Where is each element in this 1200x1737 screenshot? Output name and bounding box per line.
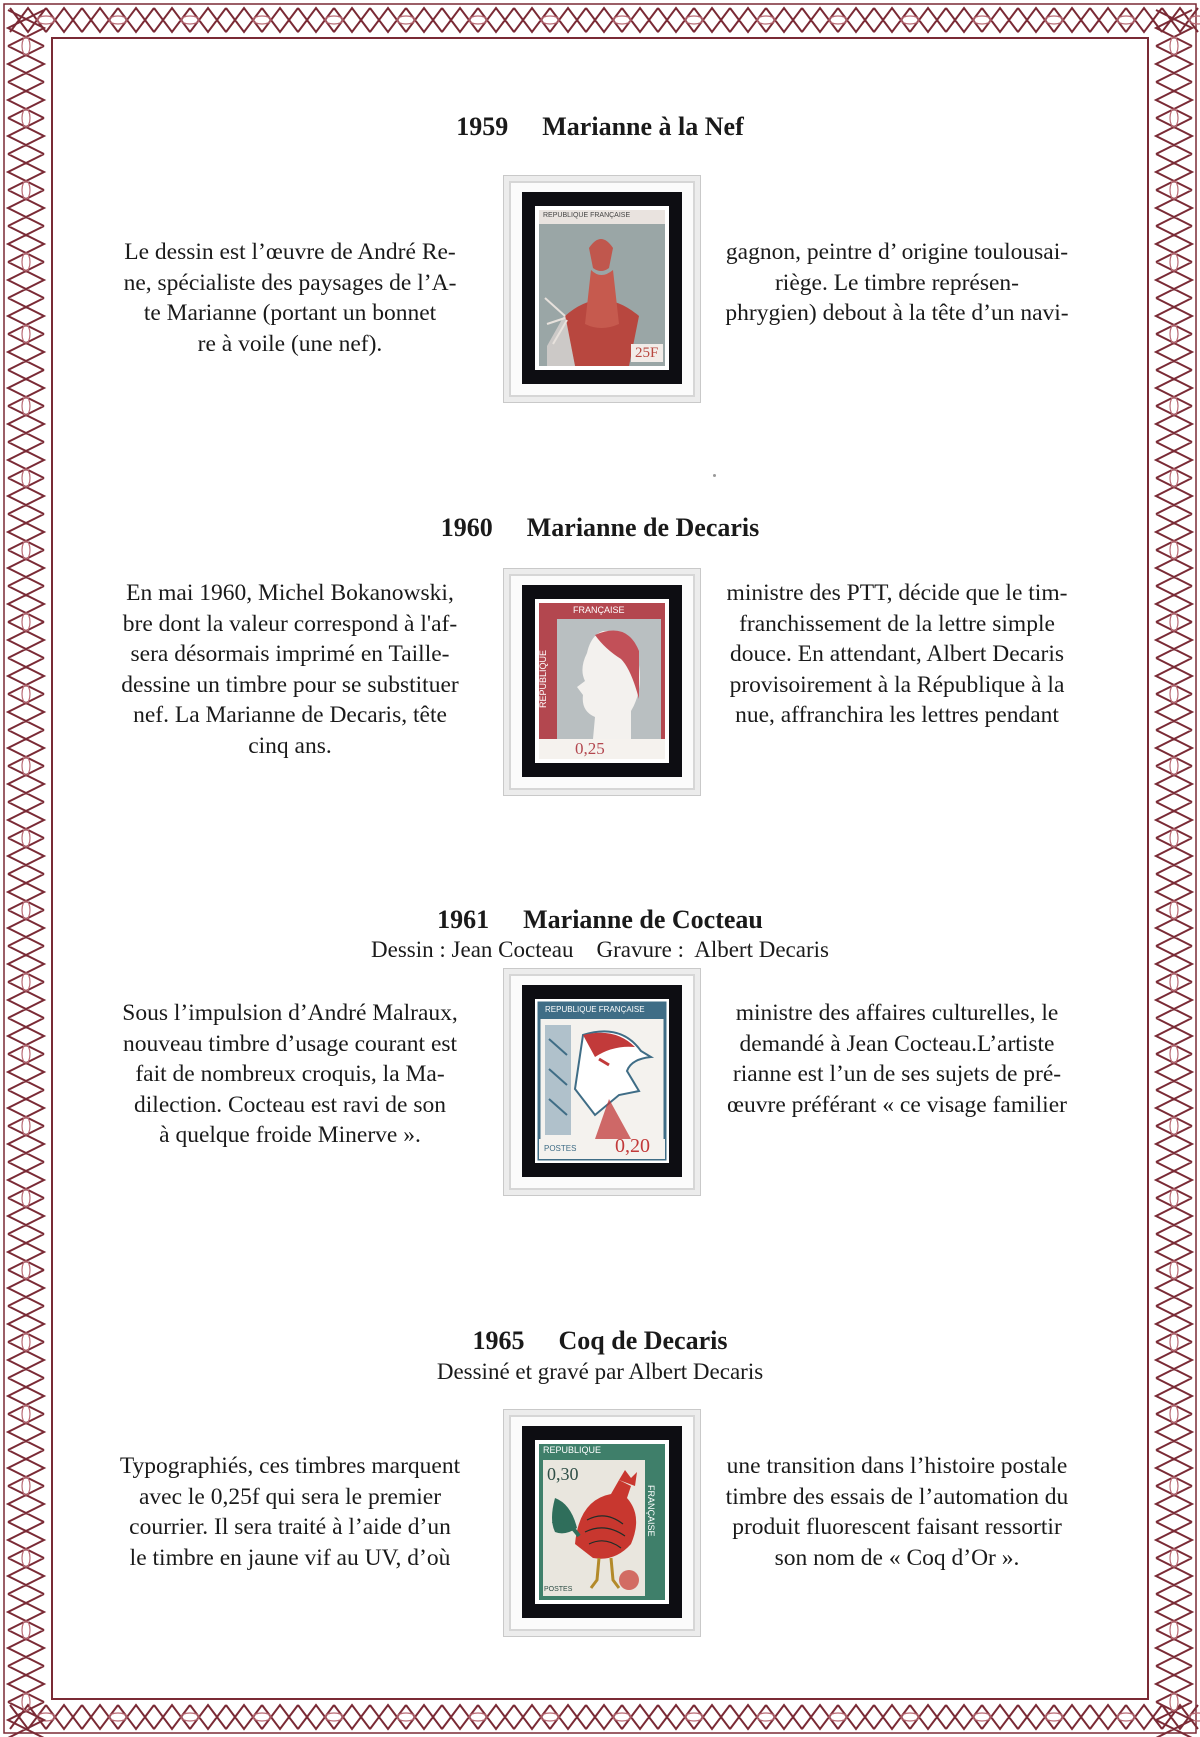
text-line: dilection. Cocteau est ravi de son [134, 1091, 446, 1118]
section-title [0, 905, 1200, 935]
section-subtitle: Dessin : Jean Cocteau Gravure : Albert Decaris [371, 937, 829, 962]
section-name: Marianne à la Nef [542, 112, 744, 141]
stamp-top-label: FRANÇAISE [573, 605, 625, 615]
stamp-top-label: REPUBLIQUE FRANÇAISE [543, 212, 631, 219]
text-line: ne, spécialiste des paysages de l’A- [123, 269, 457, 296]
section-title [0, 513, 1200, 543]
stamp-mount [503, 968, 701, 1196]
text-line: Typographiés, ces timbres marquent [119, 1453, 461, 1479]
left-text [100, 237, 480, 359]
text-line: son nom de « Coq d’Or ». [774, 1544, 1020, 1571]
stamp-value: 25F [635, 345, 659, 361]
section-title [0, 112, 1200, 142]
text-line: produit fluorescent faisant ressortir [732, 1514, 1062, 1540]
stamp-bottom-label: POSTES [544, 1586, 573, 1593]
section-title [0, 1326, 1200, 1356]
left-text [100, 1451, 480, 1573]
left-text [100, 578, 480, 761]
section-year: 1961 [437, 905, 490, 934]
text-line: nouveau timbre d’usage courant est [122, 1030, 458, 1057]
text-line: demandé à Jean Cocteau.L’artiste [739, 1030, 1055, 1057]
text-line: provisoirement à la République à la [729, 671, 1065, 698]
stamp-marianne-decaris [535, 599, 669, 763]
stamp-side-label: REPUBLIQUE [538, 649, 548, 708]
text-line: ministre des affaires culturelles, le [735, 1000, 1059, 1026]
stamp-value: 0,20 [615, 1135, 650, 1157]
stamp-coq-decaris [535, 1440, 669, 1604]
stamp-side-label: FRANÇAISE [646, 1485, 656, 1537]
text-line: avec le 0,25f qui sera le premier [138, 1483, 442, 1510]
text-line: douce. En attendant, Albert Decaris [729, 641, 1065, 667]
stamp-mount [503, 175, 701, 403]
text-line: Le dessin est l’œuvre de André Re- [124, 239, 456, 265]
stamp-mount [503, 1409, 701, 1637]
stamp-marianne-nef [535, 206, 669, 370]
text-line: le timbre en jaune vif au UV, d’où [129, 1544, 451, 1571]
text-line: En mai 1960, Michel Bokanowski, [126, 580, 454, 606]
stamp-top-label: REPUBLIQUE [543, 1445, 602, 1455]
stamp-value: 0,30 [547, 1464, 579, 1484]
text-line: nef. La Marianne de Decaris, tête [133, 702, 447, 728]
section-year: 1959 [456, 112, 509, 141]
text-line: à quelque froide Minerve ». [159, 1122, 421, 1148]
text-line: bre dont la valeur correspond à l'af- [122, 610, 458, 637]
text-line: ministre des PTT, décide que le tim- [726, 580, 1068, 606]
section-year: 1960 [440, 513, 493, 542]
right-text [707, 998, 1087, 1120]
text-line: timbre des essais de l’automation du [725, 1483, 1069, 1510]
text-line: courrier. Il sera traité à l’aide d’un [129, 1514, 451, 1540]
text-line: fait de nombreux croquis, la Ma- [135, 1061, 445, 1087]
text-line: re à voile (une nef). [197, 330, 383, 357]
text-line: nue, affranchira les lettres pendant [735, 702, 1059, 728]
stamp-bottom-label: POSTES [544, 1144, 577, 1153]
stamp-value: 0,25 [575, 739, 605, 758]
stamp-mount [503, 568, 701, 796]
text-line: Sous l’impulsion d’André Malraux, [122, 1000, 458, 1026]
text-line: riège. Le timbre représen- [774, 269, 1019, 296]
right-text [707, 237, 1087, 329]
section-name: Marianne de Decaris [526, 513, 760, 542]
section-name: Marianne de Cocteau [523, 905, 763, 934]
text-line: phrygien) debout à la tête d’un navi- [725, 300, 1069, 326]
section-subtitle: Dessiné et gravé par Albert Decaris [436, 1359, 764, 1384]
text-line: œuvre préférant « ce visage familier [727, 1091, 1067, 1118]
speck [713, 474, 716, 477]
text-line: te Marianne (portant un bonnet [143, 300, 437, 326]
section-name: Coq de Decaris [558, 1326, 728, 1355]
text-line: une transition dans l’histoire postale [726, 1453, 1068, 1479]
left-text [100, 998, 480, 1151]
text-line: rianne est l’un de ses sujets de pré- [732, 1061, 1062, 1087]
section-year: 1965 [472, 1326, 525, 1355]
text-line: sera désormais imprimé en Taille- [130, 641, 450, 667]
right-text [707, 1451, 1087, 1573]
right-text [707, 578, 1087, 731]
text-line: gagnon, peintre d’ origine toulousai- [725, 239, 1069, 265]
text-line: dessine un timbre pour se substituer [121, 671, 459, 698]
stamp-top-label: REPUBLIQUE FRANÇAISE [545, 1005, 645, 1014]
stamp-marianne-cocteau [535, 999, 669, 1163]
text-line: cinq ans. [248, 732, 332, 759]
text-line: franchissement de la lettre simple [739, 610, 1055, 637]
